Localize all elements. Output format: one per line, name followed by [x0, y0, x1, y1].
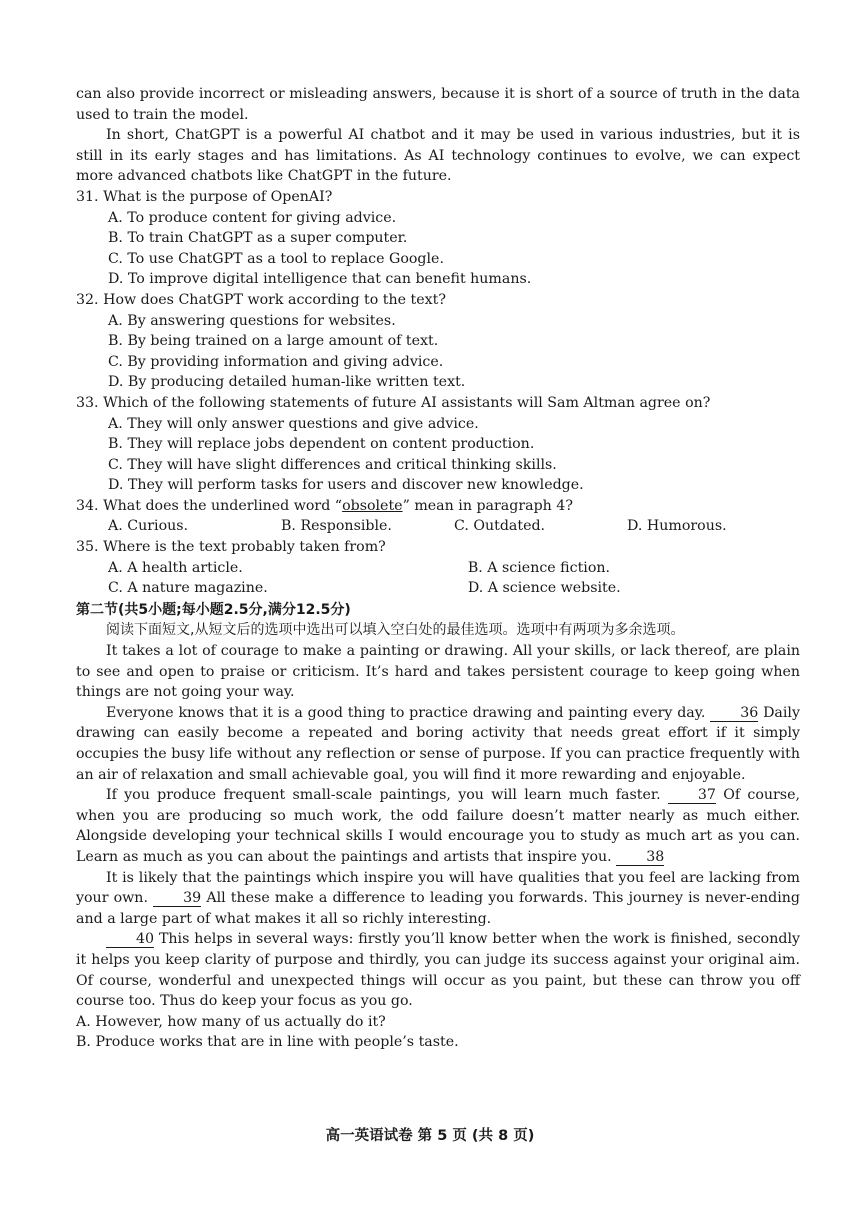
option-a: A. Curious. [108, 518, 189, 535]
paragraph-text: Daily drawing can easily become a repeated and boring activity that needs great effort if it simply occupies the busy life without any reflection or sense of purpose. If you can practice frequently with an air of relaxation and small achievable goal, you will find it more rewarding and enjoyable. [76, 704, 800, 783]
option-a: A. They will only answer questions and give advice. [108, 415, 479, 432]
cloze-option-b: B. Produce works that are in line with people’s taste. [76, 1034, 459, 1051]
question-stem: 35. Where is the text probably taken from? [76, 539, 386, 556]
option-b: B. Responsible. [281, 518, 392, 535]
question-34 [76, 496, 800, 537]
option-c: C. To use ChatGPT as a tool to replace Google. [108, 250, 444, 267]
option-c: C. By providing information and giving advice. [108, 353, 444, 370]
cloze-paragraph-3 [76, 785, 800, 867]
blank-39: 39 [153, 890, 201, 907]
option-b: B. By being trained on a large amount of text. [108, 333, 439, 350]
option-d: D. A science website. [467, 580, 621, 597]
stem-text: 34. What does the underlined word “ [76, 497, 343, 514]
question-stem: 31. What is the purpose of OpenAI? [76, 188, 333, 205]
page-footer: 高一英语试卷 第 5 页 (共 8 页) [325, 1128, 535, 1144]
option-b: B. They will replace jobs dependent on content production. [108, 436, 535, 453]
question-stem [76, 496, 800, 517]
option-b: B. To train ChatGPT as a super computer. [108, 230, 408, 247]
option-c: C. Outdated. [454, 518, 546, 535]
options-row [108, 558, 800, 579]
blank-37: 37 [668, 787, 716, 804]
paragraph-text: This helps in several ways: firstly you’ll know better when the work is finished, secondly it helps you keep clarity of purpose and thirdly, you can judge its success against your original aim. Of course, wonderful and unexpected things will occur as you paint, but these can throw you off course too. Thus do keep your focus as you go. [76, 931, 800, 1010]
section-heading: 第二节(共5小题;每小题2.5分,满分12.5分) [76, 601, 351, 618]
page-content [76, 84, 800, 1053]
option-d: D. By producing detailed human-like written text. [108, 374, 466, 391]
blank-40: 40 [106, 931, 154, 948]
cloze-paragraph-2 [76, 703, 800, 785]
option-c: C. They will have slight differences and critical thinking skills. [108, 456, 557, 473]
paragraph-text: It is likely that the paintings which inspire you will have qualities that you feel are lacking from your own. [76, 869, 800, 907]
question-35 [76, 537, 800, 599]
passage-paragraph: can also provide incorrect or misleading answers, because it is short of a source of truth in the data used to train the model. [76, 86, 800, 123]
option-d: D. They will perform tasks for users and discover new knowledge. [108, 477, 584, 494]
section-instruction: 阅读下面短文,从短文后的选项中选出可以填入空白处的最佳选项。选项中有两项为多余选项。 [106, 622, 685, 639]
paragraph-text: If you produce frequent small-scale paintings, you will learn much faster. [106, 787, 661, 804]
paragraph-text: Everyone knows that it is a good thing to practice drawing and painting every day. [106, 704, 706, 721]
question-33 [76, 393, 800, 496]
option-a: A. A health article. [108, 559, 243, 576]
option-d: D. To improve digital intelligence that can benefit humans. [108, 271, 532, 288]
question-stem: 32. How does ChatGPT work according to the text? [76, 291, 446, 308]
underlined-word: obsolete [342, 497, 403, 514]
option-b: B. A science fiction. [467, 559, 611, 576]
stem-text: ” mean in paragraph 4? [402, 497, 573, 514]
option-c: C. A nature magazine. [108, 580, 268, 597]
options-row [108, 516, 800, 537]
options-row [108, 578, 800, 599]
option-a: A. To produce content for giving advice. [108, 209, 397, 226]
option-a: A. By answering questions for websites. [108, 312, 396, 329]
paragraph-text: All these make a difference to leading you forwards. This journey is never-ending and a large part of what makes it all so richly interesting. [76, 890, 800, 927]
cloze-option-a: A. However, how many of us actually do it? [76, 1013, 386, 1030]
blank-36: 36 [710, 705, 758, 722]
question-stem: 33. Which of the following statements of future AI assistants will Sam Altman agree on? [76, 394, 711, 411]
cloze-paragraph-4 [76, 868, 800, 930]
cloze-paragraph-1: It takes a lot of courage to make a painting or drawing. All your skills, or lack thereof, are plain to see and open to praise or criticism. It’s hard and takes persistent courage to keep going when things are not going your way. [76, 643, 800, 701]
paragraph-text: Of course, when you are producing so much work, the odd failure doesn’t matter nearly as much either. Alongside developing your technical skills I would encourage you to study as much art as you can. Learn as much as you can about the paintings and artists that inspire you. [76, 787, 800, 865]
option-d: D. Humorous. [627, 518, 727, 535]
question-31 [76, 187, 800, 290]
cloze-paragraph-5 [76, 929, 800, 1011]
question-32 [76, 290, 800, 393]
passage-paragraph: In short, ChatGPT is a powerful AI chatbot and it may be used in various industries, but it is still in its early stages and has limitations. As AI technology continues to evolve, we can expect more advanced chatbots like ChatGPT in the future. [76, 127, 800, 185]
blank-38: 38 [616, 849, 664, 866]
